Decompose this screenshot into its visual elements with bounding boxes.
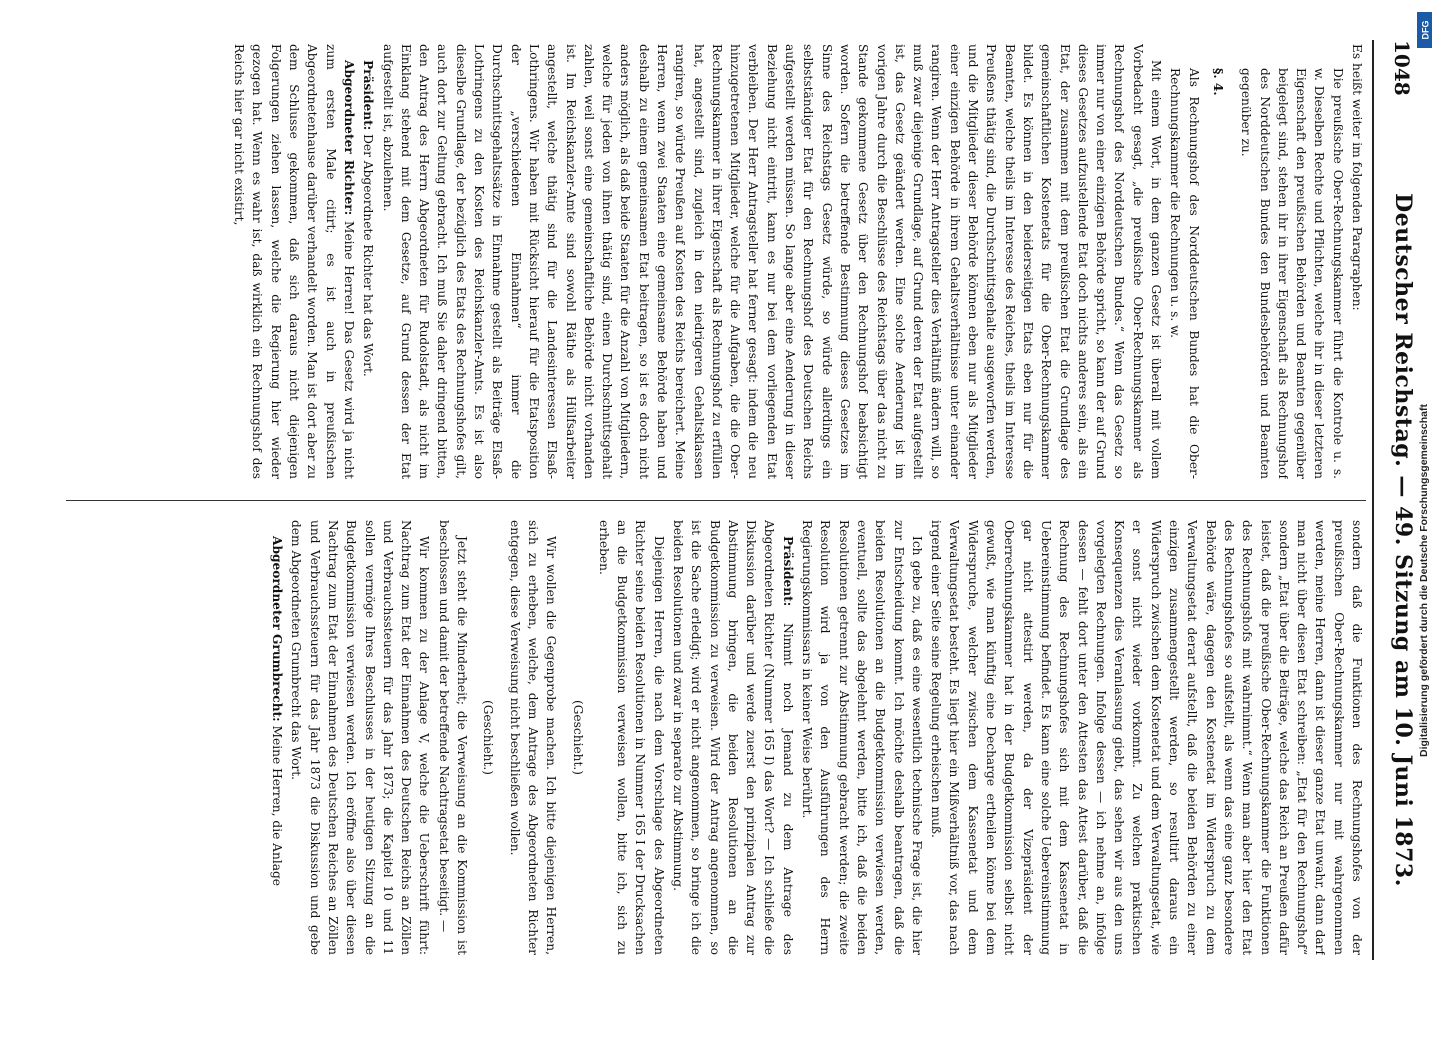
paragraph: Mit einem Wort, in dem ganzen Gesetz ist überall mit vollem Vorbedacht gesagt, „die preußische Ober-Rechnungskammer als Rechnungshof des Norddeutschen Bundes.“ Wenn das Gesetz so immer nur von einer einzigen Behörde spricht, so kann der auf Grund dieses Gesetzes aufzustellende Etat doch nichts anderes sein, als ein Etat, der zusammen mit dem preußischen Etat die Grundlage des gemeinschaftlichen Kostenetats für die Ober-Rechnungskammer bildet. Es können in den beiderseitigen Etats eben nur für die Beamten, welche theils im Interesse des Reiches, theils im Interesse Preußens thätig sind, die Durchschnittsgehalte ausgeworfen werden, und die Mitglieder dieser Behörde können eben nur als Mitglieder einer einzigen Behörde in ihrem Gehaltsverhältnisse unter einander rangiren. Wenn der Herr Antragsteller dies Verhältniß ändern will, so muß zwar diejenige Grundlage, auf Grund deren der Etat aufgestellt ist, das Gesetz geändert werden. Eine solche Aenderung ist im vorigen Jahre durch die Beschlüsse des Reichstags über das nicht zu Stande gekommene Gesetz über den Rechnungshof beabsichtigt worden. Sofern die betreffende Bestimmung dieses Gesetzes im Sinne des Reichstags Gesetz würde, so würde allerdings ein selbstständiger Etat für den Rechnungshof des Deutschen Reichs aufgestellt werden müssen. So lange aber eine Aenderung in dieser Beziehung nicht eintritt, kann es nur bei dem vorliegenden Etat verbleiben. Der Herr Antragsteller hat ferner gesagt: indem die neu hinzugetretenen Mitglieder, welche für die Aufgaben, die die Ober-Rechnungskammer in ihrer Eigenschaft als Rechnungshof zu erfüllen hat, angestellt sind, zugleich in den niedrigeren Gehaltsklassen rangiren, so würde Preußen auf Kosten des Reichs bereichert. Meine Herren, wenn zwei Staaten eine gemeinsame Behörde haben und deshalb zu einem gemeinsamen Etat beitragen, so ist es doch nicht anders möglich, als daß beide Staaten für die Anzahl von Mitgliedern, welche für jeden von ihnen thätig sind, einen Durchschnittsgehalt zahlen, weil sonst eine gemeinschaftliche Behörde nicht vorhanden ist. Im Reichskanzler-Amte sind sowohl Räthe als Hülfsarbeiter angestellt, welche thätig sind für die Landesinteressen Elsaß-Lothringens. Wir haben mit Rücksicht hierauf für die Etatsposition der „verschiedenen Einnahmen“ immer die Durchschnittsgehaltssätze in Einnahme gestellt als Beiträge Elsaß-Lothringens zu den Kosten des Reichskanzler-Amts. Es ist also dieselbe Grundlage, der bezüglich des Etats des Rechnungshofes gilt, auch dort zur Geltung gebracht. Ich muß Sie daher dringend bitten, den Antrag des Herrn Abgeordneten für Rudolstadt, als nicht im Einklang stehend mit dem Gesetze, auf Grund dessen der Etat aufgestellt ist, abzulehnen. xyxy=(380,44,1164,479)
dfg-logo-icon xyxy=(1417,12,1432,48)
speech-paragraph xyxy=(359,44,377,479)
page-header xyxy=(1378,40,1422,1040)
speaker-name: Präsident: xyxy=(780,536,795,607)
speech-paragraph xyxy=(669,520,797,955)
stage-direction: (Geschieht.) xyxy=(570,699,585,776)
quoted-paragraph: Als Rechnungshof des Norddeutschen Bundes hat die Ober-Rechnungskammer die Rechnungen u. s. w. xyxy=(1168,68,1201,479)
speech-text: Meine Herren! Das Gesetz wird ja nicht zum ersten Male citirt; es ist auch in preußischen Abgeordnetenhause darüber verhandelt worden. Man ist dort aber zu dem Schlusse gekommen, daß sich daraus nicht diejenigen Folgerungen ziehen lassen, welche die Regierung hier wieder gezogen hat. Wenn es wahr ist, daß wirklich ein Rechnungshof des Reichs hier gar nicht existirt, xyxy=(232,44,356,479)
left-column xyxy=(56,44,1366,479)
running-title: Deutscher Reichstag. — 49. Sitzung am 10. Juni 1873. xyxy=(1390,193,1416,887)
paragraph: Diejenigen Herren, die nach dem Vorschlage des Abgeordneten Richter seine beiden Resolutionen in Nummer 165 I der Drucksachen an die Budgetkommission verweisen wollen, bitte ich, sich zu erheben. xyxy=(596,520,666,955)
right-column xyxy=(56,520,1366,955)
quoted-paragraph: Die preußische Ober-Rechnungskammer führt die Kontrole u. s. w. Dieselben Rechte und Pflichten, welche ihr in dieser letzteren Eigenschaft den preußischen Behörden und Beamten gegenüber beigelegt sind, stehen ihr in ihrer Eigenschaft als Rechnungshof des Norddeutschen Bundes den Bundesbehörden und Beamten gegenüber zu. xyxy=(1239,68,1345,479)
speech-paragraph xyxy=(230,44,358,479)
speaker-name: Präsident: xyxy=(361,60,376,131)
paragraph: Jetzt steht die Minderheit; die Verweisung an die Kommission ist beschlossen und damit der betreffende Nachtragsetat beseitigt. — xyxy=(436,520,470,955)
paragraph: Es heißt weiter im folgenden Paragraphen: xyxy=(1350,44,1364,311)
speaker-name: Abgeordneter Grumbrecht: xyxy=(270,536,285,722)
stage-direction: (Geschieht.) xyxy=(481,699,496,776)
speech-text: Nimmt noch Jemand zu dem Antrage des Abgeordneten Richter (Nummer 165 I) das Wort? — Ich schließe die Diskussion darüber und werde zuerst den prinzipalen Antrag zur Abstimmung bringen, die beiden Resolutionen an die Budgetkommission zu verweisen. Wird der Antrag angenommen, so ist die Sache erledigt; wird er nicht angenommen, so bringe ich die beiden Resolutionen und zwar in separato zur Abstimmung. xyxy=(671,520,795,955)
digitization-credit: Digitalisierung gefördert durch die Deutsche Forschungsgemeinschaft xyxy=(1418,404,1430,757)
header-rule xyxy=(1372,40,1374,960)
page-number: 1048 xyxy=(1390,40,1414,96)
section-mark: §. 4. xyxy=(1210,68,1225,96)
speech-text: Meine Herren, die Anlage xyxy=(270,725,285,887)
speech-text: Der Abgeordnete Richter hat das Wort. xyxy=(361,134,376,377)
dfg-badge-text: DFG xyxy=(1420,20,1430,40)
paragraph: sondern daß die Funktionen des Rechnungshofes von der preußischen Ober-Rechnungskammer nur mit wahrgenommen werden, meine Herren, dann ist dieser ganze Etat unwahr, dann darf man nicht über diesen Etat schreiben: „Etat für den Rechnungshof“ sondern „Etat über die Beiträge, welche das Reich an Preußen dafür leistet, daß die preußische Ober-Rechnungskammer die Funktionen des Rechnungshofs mit wahrnimmt.“ Wenn man aber hier den Etat des Rechnungshofes so aufstellt, als wenn das eine ganz besondere Behörde wäre, dagegen den Kostenetat im Widerspruch zu dem Verwaltungsetat derart aufstellt, daß die beiden Behörden zu einer einzigen zusammengestellt werden, so resultirt daraus ein Widerspruch zwischen dem Kostenetat und dem Verwaltungsetat, wie er sonst nicht wieder vorkommt. Zu welchen praktischen Konsequenzen dies Veranlassung giebt, das sehen wir aus den uns vorgelegten Rechnungen. Infolge dessen — ich nehme an, infolge dessen — fehlt dort unter den Attesten das Attest darüber, daß die Rechnung des Rechnungshofes sich mit dem Kassenetat in Uebereinstimmung befindet. Es kann eine solche Uebereinstimmung gar nicht attestirt werden, da der Vizepräsident der Oberrechnungskammer hat in der Budgetkommission selbst nicht gewußt, wie man künftig eine Decharge ertheilen könne bei dem Widerspruche, welcher zwischen dem Kassenetat und dem Verwaltungsetat besteht. Es liegt hier ein Mißverhältniß vor, das nach irgend einer Seite seine Regelung erheischen muß. xyxy=(929,520,1364,955)
paragraph: Wir kommen zu der Anlage V, welche die Ueberschrift führt: Nachtrag zum Etat der Einnahmen des Deutschen Reichs an Zöllen und Verbrauchssteuern für das Jahr 1873; die Kapitel 10 und 11 sollen vermöge Ihres Beschlusses in der heutigen Sitzung an die Budgetkommission verwiesen werden. Ich eröffne also über diesen Nachtrag zum Etat der Einnahmen des Deutschen Reiches an Zöllen und Verbrauchssteuern für das Jahr 1873 die Diskussion und gebe dem Abgeordneten Grumbrecht das Wort. xyxy=(289,520,432,955)
paragraph: Wir wollen die Gegenprobe machen. Ich bitte diejenigen Herren, sich zu erheben, welche, dem Antrage des Abgeordneten Richter entgegen, diese Verweisung nicht beschließen wollen. xyxy=(507,520,559,955)
paragraph: Ich gebe zu, daß es eine wesentlich technische Frage ist, die hier zur Entscheidung kommt. Ich möchte deshalb beantragen, daß die beiden Resolutionen an die Budgetkommission verwiesen werden, eventuell, sollte das abgelehnt werden, bitte ich, daß die beiden Resolutionen getrennt zur Abstimmung gebracht werden; die zweite Resolution wird ja von den Ausführungen des Herrn Regierungskommissars in keiner Weise berührt. xyxy=(800,520,924,955)
speech-paragraph xyxy=(268,520,286,955)
column-divider xyxy=(66,500,1366,501)
speaker-name: Abgeordneter Richter: xyxy=(341,60,356,216)
